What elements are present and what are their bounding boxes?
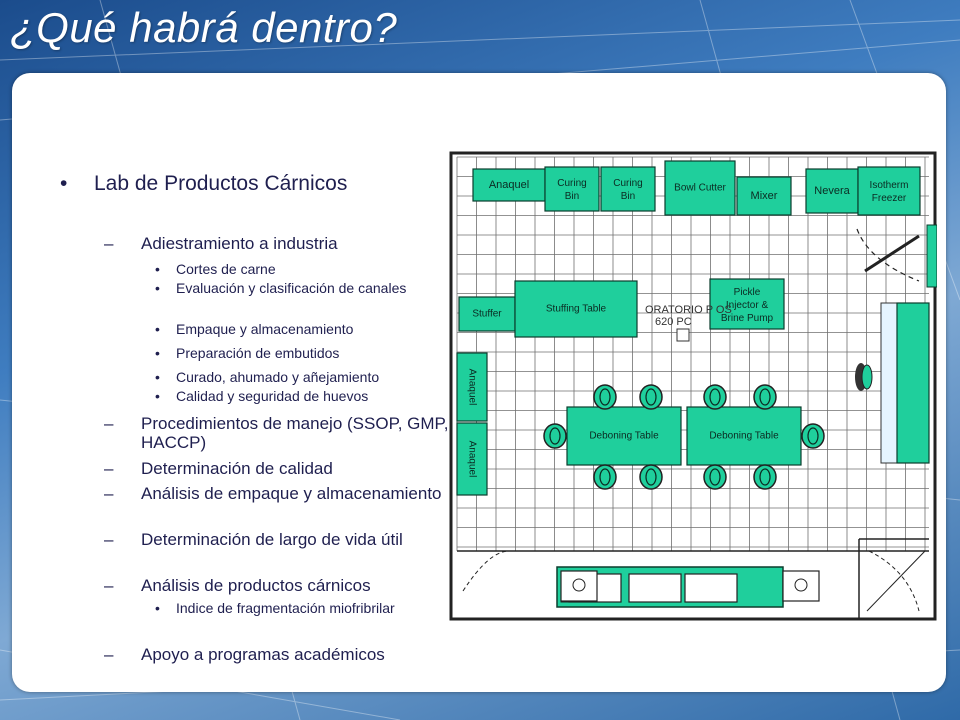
anaquel-top-label: Anaquel [488,178,530,191]
hand-sink [783,571,819,601]
anaquel-left-2-label: Anaquel [466,440,478,478]
pickle-injector-label: Pickle Injector & Brine Pump [720,287,774,324]
curing-bin-2-label: Curing Bin [613,178,643,202]
curing-bin-2 [601,167,655,211]
lab-floor-plan [449,151,937,621]
nevera-label: Nevera [814,184,850,197]
sink-basin [629,574,681,602]
right-rack [897,303,929,463]
stuffer-label: Stuffer [472,308,502,320]
room-number: 620 PC [655,316,692,328]
page-title: ¿Qué habrá dentro? [10,4,398,51]
mixer-label: Mixer [750,189,778,202]
deboning-table-2-label: Deboning Table [709,430,779,442]
bullet-list: • Lab de Productos Cárnicos – Adiestramiento a industria • Cortes de carne • Evaluación y clasificación de canales • Empaque y almacenamiento • Preparación de embutidos • Curado, ahumado y añejamiento • Calidad y seguridad de huevos – Procedimientos de manejo (SSOP, GMP, HACCP) – Determinación de calidad – Análisis de empaque y almacenamiento – Determinación de largo de vida útil – Análisis de productos cárnicos • Indice de fragmentación miofribrilar – Apoyo a programas académicos [60,172,449,664]
wall-fixture-cap [862,365,872,389]
sink-basin [685,574,737,602]
isotherm-freezer-label: Isotherm Freezer [869,180,909,204]
right-wall-unit [927,225,937,287]
isotherm-freezer [858,167,920,215]
room-marker [677,329,689,341]
right-rack-back [881,303,899,463]
curing-bin-1 [545,167,599,211]
deboning-table-1-label: Deboning Table [589,430,659,442]
hand-sink [561,571,597,601]
curing-bin-1-label: Curing Bin [557,178,587,202]
bowl-cutter-label: Bowl Cutter [674,182,726,194]
stuffing-table-label: Stuffing Table [545,303,607,315]
room-name: ORATORIO P OS [645,304,732,316]
anaquel-left-1-label: Anaquel [466,368,478,406]
